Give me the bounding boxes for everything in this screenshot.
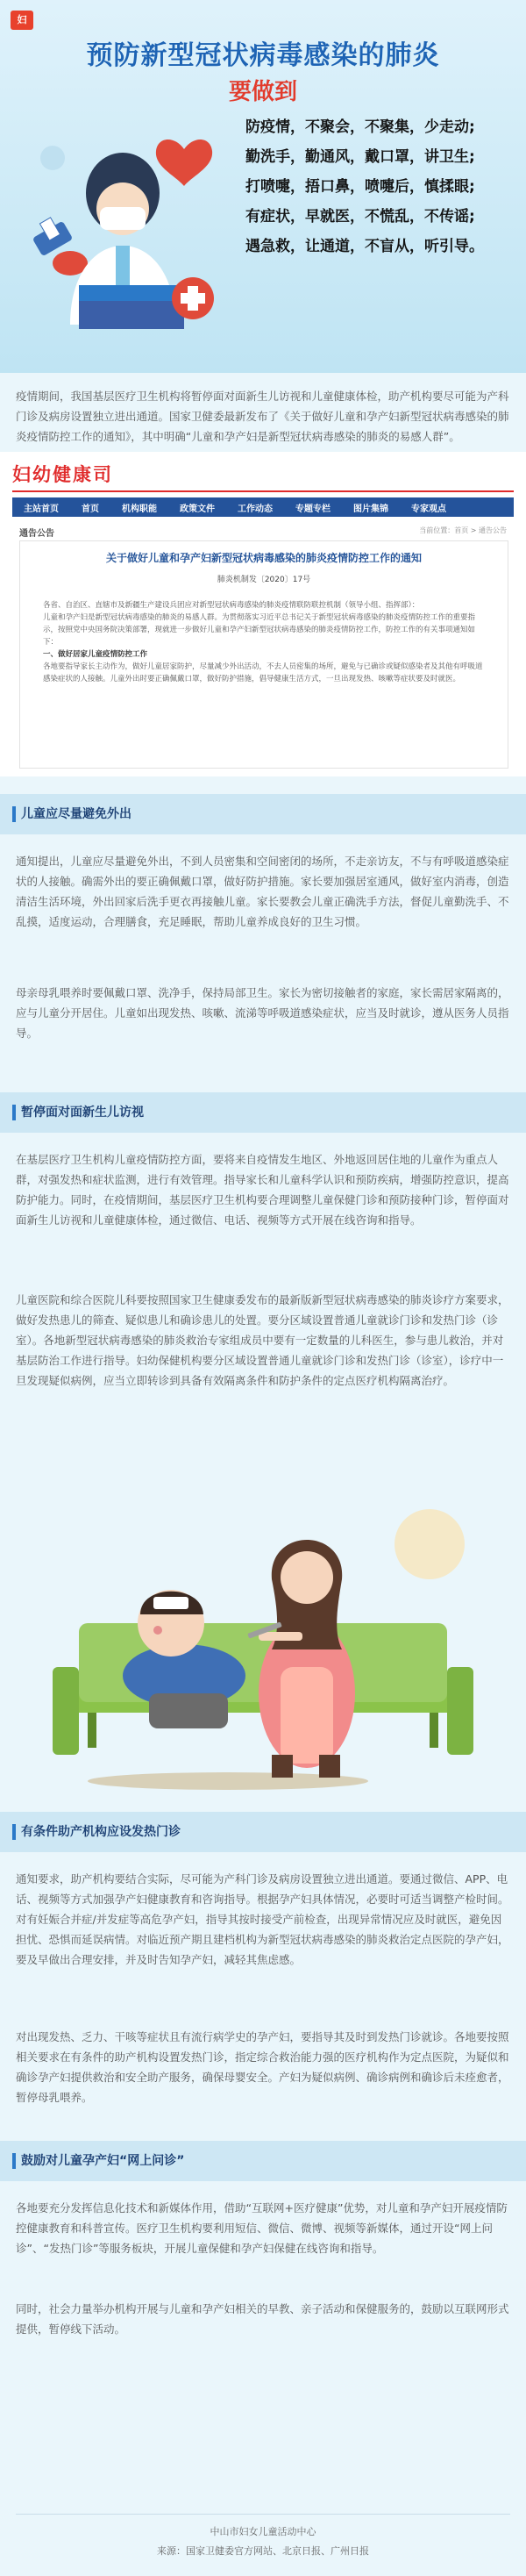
nav-item[interactable]: 工作动态 bbox=[238, 504, 273, 514]
footer-source: 来源：国家卫健委官方网站、北京日报、广州日报 bbox=[157, 2545, 369, 2557]
document-paragraph: 儿童和孕产妇是新型冠状病毒感染的肺炎的易感人群。为贯彻落实习近平总书记关于新型冠状病毒感染的肺炎疫情防控工作的重要指示，按照党中央国务院决策部署，现就进一步做好儿童和孕产妇新型冠状病毒感染的肺炎疫情防控工作，防控工作的有关事项通知如下： bbox=[43, 613, 476, 647]
nav-item[interactable]: 专题专栏 bbox=[295, 504, 331, 514]
section-marker bbox=[12, 806, 16, 822]
nav-item[interactable]: 专家观点 bbox=[411, 504, 446, 514]
doctor-illustration bbox=[18, 132, 237, 342]
slogan-line: 打喷嚏，捂口鼻，喷嚏后，慎揉眼; bbox=[245, 178, 475, 196]
hero-poster bbox=[0, 0, 526, 373]
section-paragraph: 母亲母乳喂养时要佩戴口罩、洗净手，保持局部卫生。家长为密切接触者的家庭，家长需居家隔离的，应与儿童分开居住。儿童如出现发热、咳嗽、流涕等呼吸道感染症状，应当及时就诊，遵从医务人员指导。 bbox=[16, 986, 509, 1040]
document-body bbox=[43, 599, 485, 685]
section-title: 有条件助产机构应设发热门诊 bbox=[21, 1825, 181, 1839]
footer-organization: 中山市妇女儿童活动中心 bbox=[210, 2526, 316, 2537]
brand-title: 妇幼健康司 bbox=[12, 464, 113, 485]
section-marker bbox=[12, 1105, 16, 1120]
section-header bbox=[0, 1812, 526, 1852]
section-paragraph: 通知要求，助产机构要结合实际，尽可能为产科门诊及病房设置独立进出通道。要通过微信、APP、电话、视频等方式加强孕产妇健康教育和咨询指导。根据孕产妇具体情况，必要时可适当调整产检时间。对有妊娠合并症/并发症等高危孕产妇，指导其按时接受产前检查，出现异常情况应及时就医，避免因担忧、恐惧而延误病情。对临近预产期且建档机构为新型冠状病毒感染的肺炎救治定点医院的孕产妇，要及早做出合理安排，并及时告知孕产妇，减轻其焦虑感。 bbox=[16, 1872, 509, 1966]
hero-subtitle: 要做到 bbox=[228, 79, 297, 105]
section-title: 鼓励对儿童孕产妇“网上问诊” bbox=[21, 2154, 185, 2168]
embedded-screenshot bbox=[0, 452, 526, 776]
section-paragraph: 对出现发热、乏力、干咳等症状且有流行病学史的孕产妇，要指导其及时到发热门诊就诊。各地要按照相关要求在有条件的助产机构设置发热门诊，指定综合救治能力强的医疗机构作为定点医院，为疑似和确诊孕产妇提供救治和安全助产服务，确保母婴安全。产妇为疑似病例、确诊病例和确诊后未痊愈者，暂停母乳喂养。 bbox=[16, 2030, 509, 2104]
section-title: 儿童应尽量避免外出 bbox=[21, 807, 132, 821]
section-paragraph: 同时，社会力量举办机构开展与儿童和孕产妇相关的早教、亲子活动和保健服务的，鼓励以互联网形式提供，暂停线下活动。 bbox=[16, 2302, 509, 2336]
document-heading: 一、做好居家儿童疫情防控工作 bbox=[43, 650, 148, 659]
nav-item[interactable]: 图片集锦 bbox=[353, 504, 388, 514]
footer bbox=[0, 2505, 526, 2576]
section-header bbox=[0, 1092, 526, 1133]
section-paragraph: 通知提出，儿童应尽量避免外出，不到人员密集和空间密闭的场所，不走亲访友，不与有呼吸道感染症状的人接触。确需外出的要正确佩戴口罩，做好防护措施。家长要加强居室通风，做好室内消毒，创造清洁生活环境，外出回家后洗手更衣再接触儿童。家长要教会儿童正确洗手方法，督促儿童勤洗手、不乱摸，适度运动，合理膳食，充足睡眠，帮助儿童养成良好的卫生习惯。 bbox=[16, 855, 509, 928]
slogan-line: 勤洗手，勤通风，戴口罩，讲卫生; bbox=[245, 148, 475, 166]
document-paragraph: 各地要指导家长主动作为，做好儿童居家防护，尽量减少外出活动，不去人员密集的场所，避免与已确诊或疑似感染者及其他有呼吸道感染症状的人接触。儿童外出时要正确佩戴口罩，做好防护措施，倡导健康生活方式，一旦出现发热、咳嗽等症状要及时就医。 bbox=[43, 662, 483, 683]
nav-item[interactable]: 首页 bbox=[82, 504, 99, 514]
logo-badge: 妇 bbox=[11, 11, 33, 30]
section-paragraph: 各地要充分发挥信息化技术和新媒体作用，借助“互联网+医疗健康”优势，对儿童和孕产妇开展疫情防控健康教育和科普宣传。医疗卫生机构要利用短信、微信、微博、视频等新媒体，通过开设“网上问诊”、“发热门诊”等服务板块，开展儿童保健和孕产妇保健在线咨询和指导。 bbox=[16, 2201, 508, 2255]
section-header bbox=[0, 794, 526, 834]
mother-child-illustration bbox=[18, 1492, 508, 1790]
nav-item[interactable]: 主站首页 bbox=[24, 504, 59, 514]
document-paragraph: 各省、自治区、直辖市及新疆生产建设兵团应对新型冠状病毒感染的肺炎疫情联防联控机制（领导小组、指挥部）： bbox=[43, 601, 420, 610]
document-title: 关于做好儿童和孕产妇新型冠状病毒感染的肺炎疫情防控工作的通知 bbox=[105, 552, 422, 564]
intro-paragraph: 疫情期间，我国基层医疗卫生机构将暂停面对面新生儿访视和儿童健康体检，助产机构要尽可能为产科门诊及病房设置独立进出通道。国家卫健委最新发布了《关于做好儿童和孕产妇新型冠状病毒感染的肺炎疫情防控工作的通知》，其中明确“儿童和孕产妇是新型冠状病毒感染的肺炎的易感人群”。 bbox=[16, 390, 509, 443]
slogan-line: 有症状，早就医，不慌乱，不传谣; bbox=[245, 208, 475, 225]
hero-slogans bbox=[245, 112, 517, 261]
document-panel bbox=[19, 540, 508, 769]
hero-title: 预防新型冠状病毒感染的肺炎 bbox=[86, 40, 440, 71]
section-paragraph: 在基层医疗卫生机构儿童疫情防控方面，要将来自疫情发生地区、外地返回居住地的儿童作为重点人群，对强发热和症状监测，进行有效管理。指导家长和儿童科学认识和预防疾病，增强防控意识，提高防护能力。同时，在疫情期间，基层医疗卫生机构要合理调整儿童保健门诊和预防接种门诊，暂停面对面新生儿访视和儿童健康体检，通过微信、电话、视频等方式开展在线咨询和指导。 bbox=[16, 1153, 509, 1227]
brand-divider bbox=[12, 490, 514, 492]
slogan-line: 遇急救，让通道，不盲从，听引导。 bbox=[245, 238, 484, 255]
nav-item[interactable]: 机构职能 bbox=[122, 504, 157, 514]
document-number: 肺炎机制发〔2020〕17号 bbox=[217, 576, 311, 584]
slogan-line: 防疫情，不聚会，不聚集，少走动; bbox=[245, 118, 475, 136]
section-marker bbox=[12, 1824, 16, 1840]
section-header bbox=[0, 2141, 526, 2181]
site-nav bbox=[12, 497, 514, 517]
notice-tab[interactable]: 通告公告 bbox=[19, 529, 54, 539]
breadcrumb: 当前位置：首页 > 通告公告 bbox=[419, 526, 507, 534]
footer-divider bbox=[16, 2514, 510, 2515]
section-marker bbox=[12, 2153, 16, 2169]
section-paragraph: 儿童医院和综合医院儿科要按照国家卫生健康委发布的最新版新型冠状病毒感染的肺炎诊疗方案要求，做好发热患儿的筛查、疑似患儿和确诊患儿的处置。要分区域设置普通儿童就诊门诊和发热门诊（诊室）。各地新型冠状病毒感染的肺炎救治专家组成员中要有一定数量的儿科医生，参与患儿救治，并对基层防治工作进行指导。妇幼保健机构要分区域设置普通儿童就诊门诊和发热门诊（诊室），诊疗中一旦发现疑似病例，应当立即转诊到具备有效隔离条件和防护条件的定点医疗机构隔离治疗。 bbox=[16, 1293, 509, 1387]
nav-item[interactable]: 政策文件 bbox=[180, 504, 215, 514]
section-title: 暂停面对面新生儿访视 bbox=[21, 1106, 144, 1120]
